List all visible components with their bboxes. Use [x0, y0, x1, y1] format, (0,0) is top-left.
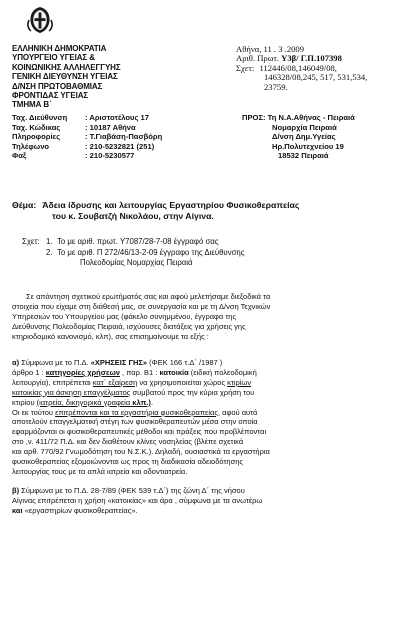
section-a-line: και αρθ. 770/92 Γνωμοδότηση του Ν.Σ.Κ.). Δηλαδή, ουσιαστικά τα εργαστήρια: [12, 447, 270, 457]
document-date: Αθήνα, 11 . 3 .2009: [236, 44, 305, 54]
section-a-line: αποτελούν επαγγελματική στέγη των φυσικοθεραπευτών μέσα στην οποία: [12, 417, 258, 427]
contact-block: [12, 113, 162, 161]
contact-value: : 210-5232821 (251): [85, 141, 155, 151]
reference-item: [22, 237, 245, 248]
section-a: [12, 358, 352, 477]
related-line: 146328/08,245, 517, 531,534,: [264, 72, 368, 83]
intro-line: Υπηρεσιών του Υπουργείου μας (φάκελο συνημμένου, έγγραφα της: [12, 311, 237, 321]
intro-line: κτηριοδομικό κανονισμό, κλπ), σας επισημαίνουμε τα εξής :: [12, 331, 209, 341]
section-b: [12, 486, 352, 516]
contact-row: [12, 132, 162, 142]
references-label: Σχετ:: [22, 237, 40, 246]
subject-label: Θέμα:: [12, 200, 37, 210]
related-label: Σχετ:: [236, 62, 255, 73]
subject-block: [12, 200, 299, 221]
reference-num: 1.: [46, 237, 53, 246]
section-marker: β): [12, 486, 20, 495]
intro-line: Σε απάντηση σχετικού ερωτήματός σας και αφού μελετήσαμε διεξοδικά τα: [26, 292, 271, 301]
recipient-line: Δ/νση Δημ.Υγείας: [272, 132, 336, 142]
contact-row: [12, 123, 162, 133]
contact-label: Ταχ. Διεύθυνση: [12, 113, 68, 122]
recipient-line: 18532 Πειραιά: [278, 151, 329, 161]
section-marker: α): [12, 358, 20, 367]
recipient-block: [242, 113, 355, 161]
greek-coat-of-arms-emblem: [27, 6, 53, 34]
recipient-line: Τη Ν.Α.Αθήνας - Πειραιά: [267, 113, 355, 122]
references-block: [22, 237, 245, 269]
section-a-line: εφαρμόζονται οι φυσικοθεραπευτικές μέθοδοι και πράξεις που προβλέπονται: [12, 427, 267, 437]
section-a-line: Οι εκ τούτου επιτρέπονται και τα εργαστήρια φυσικοθεραπείας, αφού αυτά: [12, 407, 258, 417]
contact-value: : Αριστοτέλους 17: [85, 113, 149, 122]
section-a-line: α) Σύμφωνα με το Π.Δ. «ΧΡΗΣΕΙΣ ΓΗΣ» (ΦΕΚ 166 τ.Δ΄ /1987 ): [12, 358, 223, 367]
subject-line: του κ. Σουβατζή Νικολάου, στην Αίγινα.: [52, 210, 214, 221]
reference-text-cont: Πολεοδομίας Νομαρχίας Πειραιά: [80, 258, 193, 267]
contact-row: [12, 151, 162, 161]
intro-paragraph: [12, 292, 352, 342]
contact-row: [12, 142, 162, 152]
reference-item: [22, 248, 245, 259]
protocol-label: Αριθ. Πρωτ.: [236, 53, 282, 64]
sender-line: ΓΕΝΙΚΗ ΔΙΕΥΘΥΝΣΗ ΥΓΕΙΑΣ: [12, 72, 118, 82]
reference-text: Το με αριθ. Π 272/46/13-2-09 έγγραφο της Διεύθυνσης: [57, 247, 245, 257]
section-a-line: κατοικίας για άσκηση επαγγέλματος συμβατού προς την κύρια χρήση του: [12, 387, 255, 397]
subject-row: [12, 200, 299, 211]
section-b-line: και «εργαστηρίων φυσικοθεραπείας».: [12, 505, 138, 515]
sender-line: ΤΜΗΜΑ Β΄: [12, 100, 52, 110]
sender-block: [12, 44, 121, 110]
contact-row: [12, 113, 162, 123]
contact-label: Φαξ: [12, 151, 27, 161]
section-b-line: Αίγινας επιτρέπεται η χρήση «κατοικίας» και άρα , σύμφωνα με τα ανωτέρω: [12, 495, 263, 505]
contact-value: : Τ.Γιαβάση-Πασβόρη: [85, 132, 163, 142]
section-a-line: λειτουργίας τους με τα απλά ιατρεία και οδοντιατρεία.: [12, 466, 188, 476]
contact-value: : 10187 Αθήνα: [85, 122, 136, 132]
sender-line: ΥΠΟΥΡΓΕΙΟ ΥΓΕΙΑΣ &: [12, 53, 95, 63]
reference-num: 2.: [46, 247, 53, 257]
related-line: 112446/08,146049/08,: [259, 62, 337, 73]
section-a-line: κτιρίου (ιατρεία, δικηγορικά γραφεία κλπ.).: [12, 397, 154, 407]
subject-line: Άδεια ίδρυσης και λειτουργίας Εργαστηρίου Φυσικοθεραπείας: [42, 200, 300, 210]
section-b-line: β) Σύμφωνα με το Π.Δ. 28-7/89 (ΦΕΚ 539 τ.Δ΄) της ζώνη Δ΄ της νήσου: [12, 486, 245, 495]
contact-value: : 210-5230577: [85, 151, 135, 161]
sender-line: Δ/ΝΣΗ ΠΡΩΤΟΒΑΘΜΙΑΣ: [12, 81, 103, 91]
recipient-line: Νομαρχία Πειραιά: [272, 122, 337, 132]
protocol-value: Υ3β/ Γ.Π.107398: [281, 53, 342, 64]
sender-line: ΚΟΙΝΩΝΙΚΗΣ ΑΛΛΗΛΕΓΓΥΗΣ: [12, 62, 121, 72]
contact-label: Ταχ. Κώδικας: [12, 122, 61, 132]
section-a-line: άρθρο 1 : κατηγορίες χρήσεων , παρ. Β1 : κατοικία (ειδική πολεοδομική: [12, 367, 257, 377]
contact-label: Πληροφορίες: [12, 132, 61, 142]
related-line: 23759.: [264, 81, 288, 92]
intro-line: στοιχεία που είχαμε στη διάθεσή μας, σε συνεργασία και με τη Δ/νση Τεχνικών: [12, 301, 271, 311]
sender-line: ΦΡΟΝΤΙΔΑΣ ΥΓΕΙΑΣ: [12, 91, 89, 101]
section-a-line: λειτουργία), επιτρέπεται κατ΄ εξαίρεση να χρησιμοποιείται χώρος κτιρίων: [12, 377, 252, 387]
contact-label: Τηλέφωνο: [12, 141, 50, 151]
recipient-row: [242, 113, 355, 123]
reference-block: [236, 45, 367, 92]
recipient-label: ΠΡΟΣ:: [242, 113, 266, 122]
section-a-line: φυσικοθεραπείας εξομοιώνονται ως προς τη διαδικασία αδειοδότησης: [12, 457, 244, 467]
reference-text: Το με αριθ. πρωτ. Υ7087/28-7-08 έγγραφό σας: [57, 237, 219, 246]
section-a-line: στο ,ν. 411/72 Π.Δ. και δεν διαθέτουν κλίνες νοσηλείας (βλέπε σχετικά: [12, 437, 244, 447]
sender-line: ΕΛΛΗΝΙΚΗ ΔΗΜΟΚΡΑΤΙΑ: [12, 44, 107, 53]
law-title: «ΧΡΗΣΕΙΣ ΓΗΣ»: [90, 358, 148, 367]
intro-line: Διεύθυνσης Πολεοδομίας Πειραιά, ισχύουσες διατάξεις για χρήσεις γης: [12, 321, 246, 331]
recipient-line: Ηρ.Πολυτεχνείου 19: [272, 141, 344, 151]
